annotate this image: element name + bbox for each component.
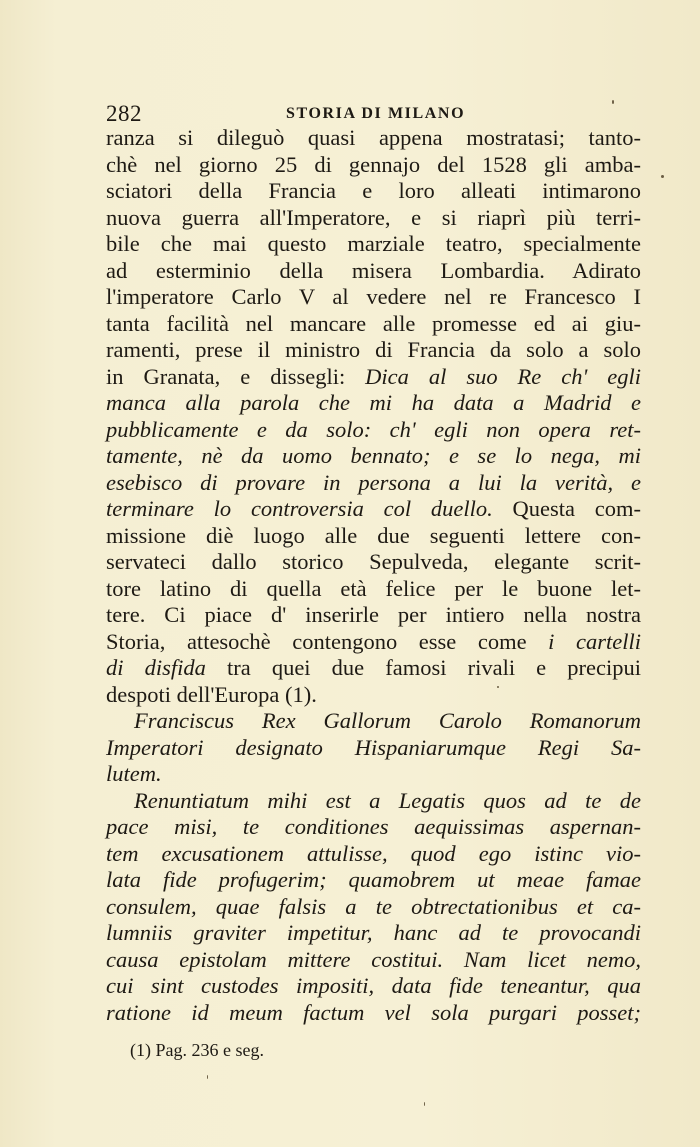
text-line-9: ramenti, prese il ministro di Francia da solo a solo xyxy=(106,337,641,362)
text-line-21 xyxy=(106,655,641,682)
text-line-18: tore latino di quella età felice per le buone let- xyxy=(106,575,641,601)
text-line-30: consulem, quae falsis a te obtrectationibus et ca- xyxy=(106,893,641,919)
text-line-15 xyxy=(106,496,641,523)
text-line-21-roman: tra quei due famosi rivali e precipui xyxy=(205,655,641,680)
text-line-19: tere. Ci piace d' inserirle per intiero nella nostra xyxy=(106,602,641,627)
text-line-5: bile che mai questo marziale teatro, specialmente xyxy=(106,231,641,256)
text-line-8: tanta facilità nel mancare alle promesse ed ai giu- xyxy=(106,310,641,336)
paper-speck xyxy=(497,686,499,688)
text-line-1: ranza si dileguò quasi appena mostratasi; tanto- xyxy=(106,125,641,150)
text-line-28: tem excusationem attulisse, quod ego istinc vio- xyxy=(106,840,641,866)
text-line-10-roman: in Granata, e dissegli: xyxy=(106,363,366,389)
text-line-21-italic: di disfida xyxy=(106,655,206,680)
paper-speck xyxy=(661,175,664,178)
paper-speck xyxy=(207,1075,208,1079)
body-text xyxy=(106,125,641,1026)
text-line-25: lutem. xyxy=(106,761,162,786)
text-line-10 xyxy=(106,364,641,391)
text-line-22: despoti dell'Europa (1). xyxy=(106,681,317,707)
running-head xyxy=(106,101,641,127)
text-line-29: lata fide profugerim; quamobrem ut meae famae xyxy=(106,867,641,892)
text-line-20-roman: Storia, attesochè contengono esse come xyxy=(106,628,549,654)
text-line-13: tamente, nè da uomo bennato; e se lo nega, mi xyxy=(106,443,641,468)
text-line-26: Renuntiatum mihi est a Legatis quos ad te de xyxy=(134,787,641,813)
text-line-32: causa epistolam mittere costitui. Nam licet nemo, xyxy=(106,946,641,972)
text-line-31: lumniis graviter impetitur, hanc ad te provocandi xyxy=(106,920,641,945)
page-number: 282 xyxy=(106,101,142,126)
running-title: STORIA DI MILANO xyxy=(286,105,466,122)
text-line-2: chè nel giorno 25 di gennajo del 1528 gli amba- xyxy=(106,151,641,177)
text-line-12: pubblicamente e da solo: ch' egli non opera ret- xyxy=(106,416,641,442)
text-line-14: esebisco di provare in persona a lui la verità, e xyxy=(106,469,641,495)
text-line-7: l'imperatore Carlo V al vedere nel re Francesco I xyxy=(106,284,641,309)
text-line-10-italic: Dica al suo Re ch' egli xyxy=(365,363,641,389)
footnote: (1) Pag. 236 e seg. xyxy=(130,1040,264,1060)
text-line-15-roman: Questa com- xyxy=(492,496,641,521)
text-line-33: cui sint custodes impositi, data fide teneantur, qua xyxy=(106,973,641,998)
text-line-3: sciatori della Francia e loro alleati intimarono xyxy=(106,178,641,203)
paper-speck xyxy=(612,100,614,104)
text-line-20-italic: i cartelli xyxy=(548,628,641,654)
text-line-20 xyxy=(106,629,641,656)
text-line-17: servateci dallo storico Sepulveda, elegante scrit- xyxy=(106,549,641,574)
text-line-4: nuova guerra all'Imperatore, e si riaprì più terri- xyxy=(106,204,641,230)
paper-speck xyxy=(424,1102,425,1106)
text-line-23: Franciscus Rex Gallorum Carolo Romanorum xyxy=(134,708,641,733)
text-line-15-italic: terminare lo controversia col duello. xyxy=(106,496,493,521)
text-line-24: Imperatori designato Hispaniarumque Regi Sa- xyxy=(106,734,641,760)
text-line-27: pace misi, te conditiones aequissimas aspernan- xyxy=(106,814,641,839)
text-line-11: manca alla parola che mi ha data a Madrid e xyxy=(106,390,641,415)
text-line-16: missione diè luogo alle due seguenti lettere con- xyxy=(106,522,641,548)
text-line-6: ad esterminio della misera Lombardia. Adirato xyxy=(106,257,641,283)
text-line-34: ratione id meum factum vel sola purgari posset; xyxy=(106,999,641,1025)
